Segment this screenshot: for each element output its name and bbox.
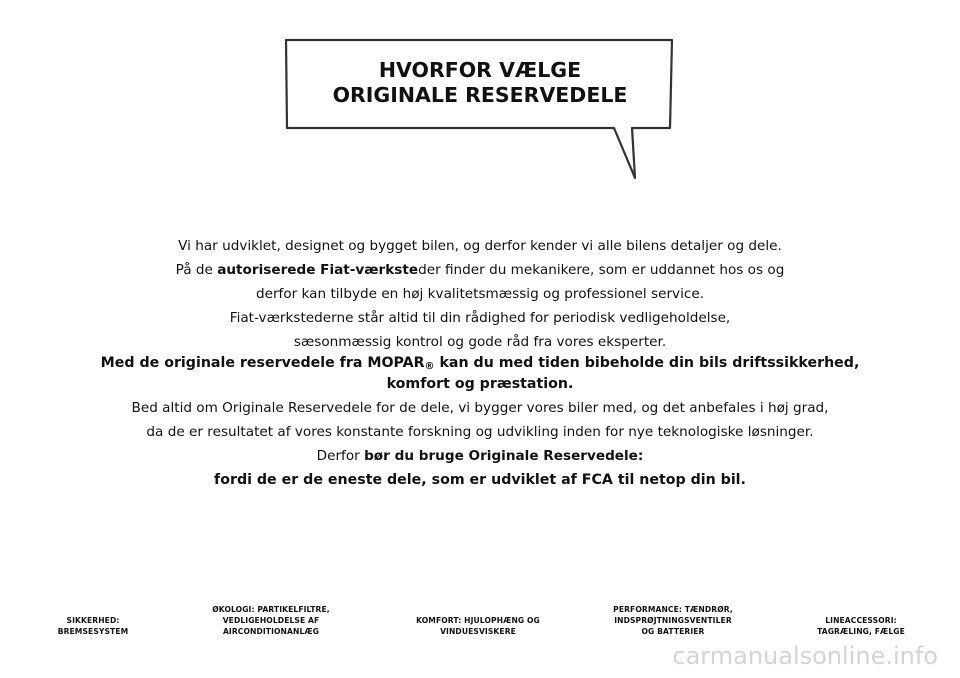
text-run: kan du med tiden bibeholde din bils driftssikkerhed, bbox=[434, 355, 860, 371]
category-line: VINDUESVISKERE bbox=[440, 627, 516, 636]
paragraph-line: Fiat-værkstederne står altid til din rådighed for periodisk vedligeholdelse, bbox=[229, 310, 731, 326]
paragraph-line: komfort og præstation. bbox=[386, 376, 574, 392]
category-label-performance bbox=[588, 604, 758, 637]
paragraph-line bbox=[40, 444, 920, 468]
category-line: LINEACCESSORI: bbox=[825, 616, 897, 625]
text-run: der finder du mekanikere, som er uddannet hos os og bbox=[418, 262, 785, 278]
registered-mark: ® bbox=[424, 361, 435, 372]
text-run: Derfor bbox=[316, 448, 365, 464]
paragraph-line bbox=[40, 354, 920, 372]
category-label-safety bbox=[8, 615, 178, 637]
paragraph-line: Vi har udviklet, designet og bygget bilen, og derfor kender vi alle bilens detaljer og dele. bbox=[178, 238, 782, 254]
category-label-accessories bbox=[776, 615, 946, 637]
paragraph-line: fordi de er de eneste dele, som er udviklet af FCA til netop din bil. bbox=[214, 472, 746, 488]
category-line: BREMSESYSTEM bbox=[57, 627, 129, 636]
category-line: AIRCONDITIONANLÆG bbox=[222, 627, 320, 636]
bold-run: autoriserede Fiat-værkste bbox=[217, 262, 419, 278]
category-line: INDSPRØJTNINGSVENTILER bbox=[614, 616, 732, 625]
text-run: Med de originale reservedele fra MOPAR bbox=[100, 355, 425, 371]
paragraph-line: da de er resultatet af vores konstante forskning og udvikling inden for nye teknologiske løsninger. bbox=[146, 424, 814, 440]
speech-bubble bbox=[280, 36, 680, 186]
watermark-text: carmanualsonline.info bbox=[672, 642, 938, 670]
text-run: På de bbox=[175, 262, 218, 278]
body-text bbox=[40, 234, 920, 492]
category-line: ØKOLOGI: PARTIKELFILTRE, bbox=[212, 605, 330, 614]
category-labels bbox=[0, 596, 960, 646]
page-title-line-1: HVORFOR VÆLGE bbox=[378, 58, 582, 82]
category-label-comfort bbox=[393, 615, 563, 637]
paragraph-line: Bed altid om Originale Reservedele for de dele, vi bygger vores biler med, og det anbefales i høj grad, bbox=[131, 400, 829, 416]
page-title-line-2: ORIGINALE RESERVEDELE bbox=[332, 83, 628, 107]
bold-run: bør du bruge Originale Reservedele: bbox=[364, 448, 644, 464]
category-line: KOMFORT: HJULOPHÆNG OG bbox=[416, 616, 540, 625]
category-label-ecology bbox=[186, 604, 356, 637]
paragraph-line: sæsonmæssig kontrol og gode råd fra vores eksperter. bbox=[293, 334, 667, 350]
category-line: OG BATTERIER bbox=[641, 627, 705, 636]
category-line: SIKKERHED: bbox=[66, 616, 120, 625]
category-line: TAGRÆLING, FÆLGE bbox=[817, 627, 905, 636]
category-line: VEDLIGEHOLDELSE AF bbox=[222, 616, 320, 625]
paragraph-line: derfor kan tilbyde en høj kvalitetsmæssig og professionel service. bbox=[255, 286, 705, 302]
category-line: PERFORMANCE: TÆNDRØR, bbox=[613, 605, 733, 614]
page-title bbox=[286, 58, 674, 108]
paragraph-line bbox=[40, 258, 920, 282]
